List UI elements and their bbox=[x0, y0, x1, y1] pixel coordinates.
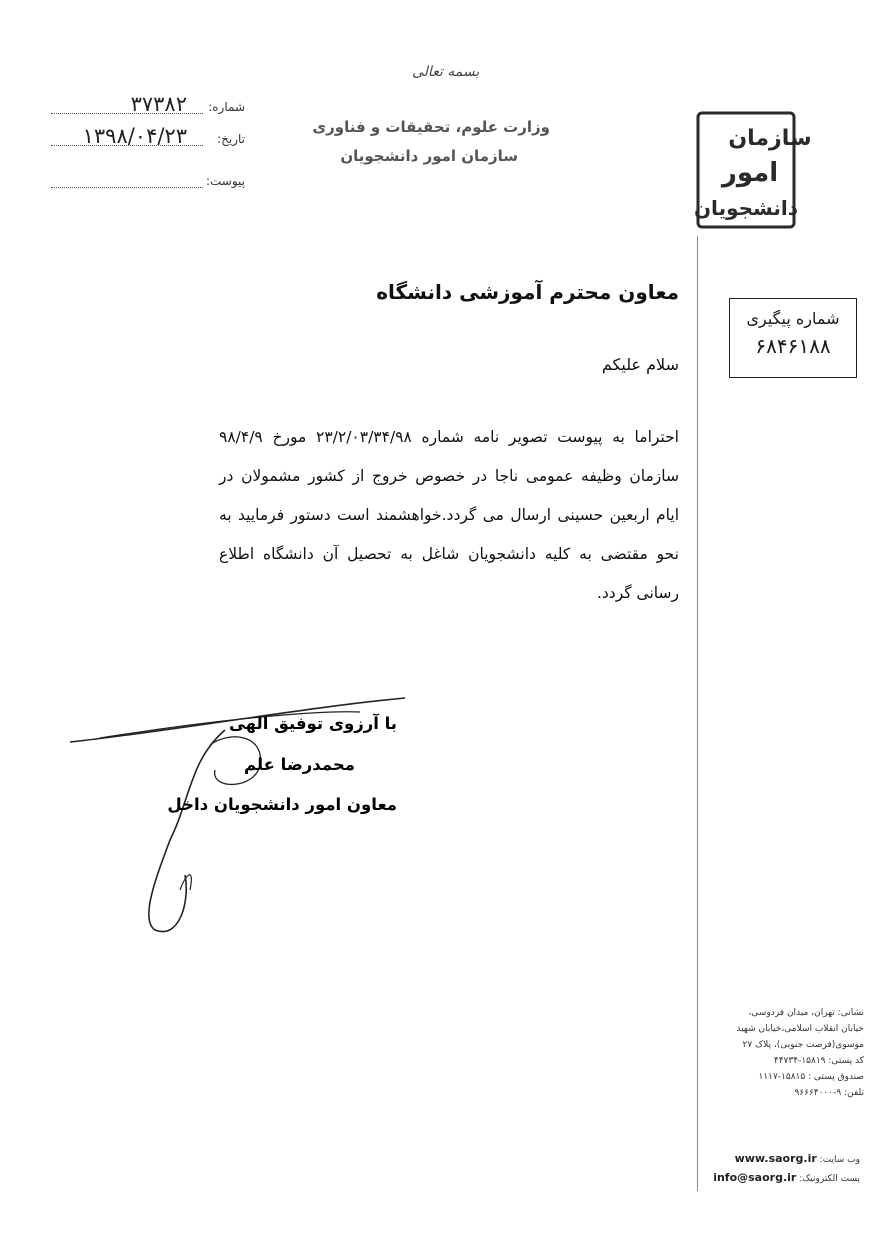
address-line: نشانی: تهران، میدان فردوسی، bbox=[748, 1008, 864, 1018]
address-line: موسوی(فرصت جنوبی)، پلاک ۲۷ bbox=[742, 1040, 864, 1050]
contact-block bbox=[700, 1150, 860, 1188]
email-label: پست الکترونیک: bbox=[799, 1174, 860, 1184]
letter-number-label: شماره: bbox=[208, 100, 245, 114]
ministry-name: وزارت علوم، تحقیقات و فناوری bbox=[312, 118, 550, 136]
organization-name: سازمان امور دانشجویان bbox=[340, 147, 518, 165]
address-line: صندوق پستی : ۱۵۸۱۵-۱۱۱۷ bbox=[758, 1072, 864, 1082]
address-block bbox=[704, 1005, 864, 1101]
bismillah-text: بسمه تعالی bbox=[412, 64, 480, 80]
logo-text-top: سازمان bbox=[728, 126, 812, 151]
letter-attachment-dots bbox=[51, 187, 203, 188]
address-line: خیابان انقلاب اسلامی،خیابان شهید bbox=[736, 1024, 864, 1034]
signer-name: محمدرضا علم bbox=[243, 755, 355, 774]
signer-title: معاون امور دانشجویان داخل bbox=[167, 795, 397, 814]
tracking-number-box bbox=[729, 298, 857, 378]
address-line: کد پستی: ۱۵۸۱۹-۴۴۷۳۴ bbox=[773, 1056, 864, 1066]
signature-closing: با آرزوی توفیق الهی bbox=[228, 714, 397, 733]
letter-number-value: ۳۷۳۸۲ bbox=[130, 92, 187, 116]
letter-date-row bbox=[45, 124, 245, 148]
letter-body: احتراما به پیوست تصویر نامه شماره ۲۳/۲/۰۳/۳۴/۹۸ مورخ ۹۸/۴/۹ سازمان وظیفه عمومی ناجا در خصوص خروج از کشور مشمولان در ایام اربعین حسینی ارسال می گردد.خواهشمند است دستور فرمایید به نحو مقتضی به کلیه دانشجویان شاغل به تحصیل آن دانشگاه اطلاع رسانی گردد. bbox=[219, 428, 679, 602]
logo-text-bottom: دانشجویان bbox=[693, 196, 799, 220]
letter-date-value: ۱۳۹۸/۰۴/۲۳ bbox=[82, 124, 187, 148]
letter-number-row bbox=[45, 92, 245, 116]
letter-recipient: معاون محترم آموزشی دانشگاه bbox=[376, 280, 679, 304]
tracking-number-label: شماره پیگیری bbox=[746, 309, 840, 328]
email-link[interactable]: info@saorg.ir bbox=[713, 1171, 797, 1184]
organization-logo bbox=[678, 95, 812, 235]
letter-attachment-label: پیوست: bbox=[205, 174, 245, 188]
margin-divider bbox=[697, 236, 698, 1191]
email-row bbox=[700, 1169, 860, 1188]
address-line: تلفن: ۹-۹۶۶۶۴۰۰۰ bbox=[794, 1088, 864, 1098]
website-row bbox=[700, 1150, 860, 1169]
tracking-number-value: ۶۸۴۶۱۸۸ bbox=[755, 334, 831, 358]
website-link[interactable]: www.saorg.ir bbox=[734, 1152, 817, 1165]
logo-text-mid: امور bbox=[721, 158, 779, 188]
letter-attachment-row bbox=[45, 166, 245, 190]
website-label: وب سایت: bbox=[819, 1155, 860, 1165]
letter-date-label: تاریخ: bbox=[217, 132, 245, 146]
letter-greeting: سلام علیکم bbox=[601, 355, 679, 374]
